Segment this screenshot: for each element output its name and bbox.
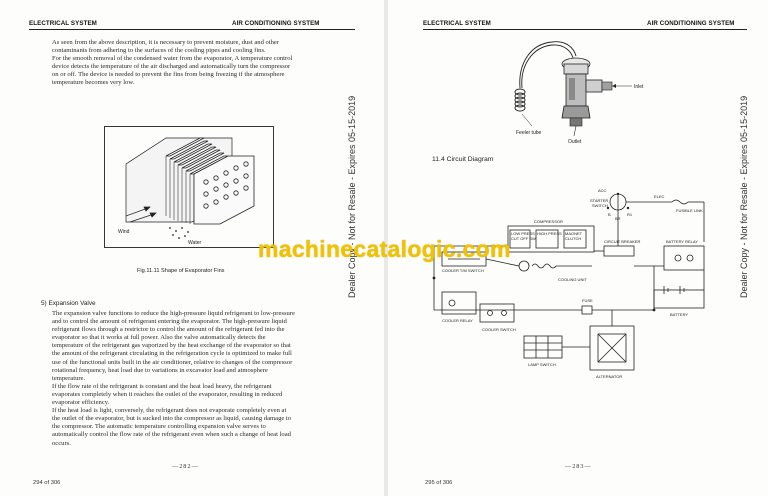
header-rule [29, 29, 355, 30]
battery-label: BATTERY [670, 312, 689, 317]
page-number: —282— [172, 463, 199, 470]
cooler-switch-label: COOLER SWITCH [482, 327, 516, 332]
header-section: ELECTRICAL SYSTEM [423, 20, 491, 27]
lamp-switch-label: LAMP SWITCH [528, 362, 556, 367]
text-line: on or off. The device is needed to prevent the fins from being freezing if the atmosphere [52, 71, 285, 79]
intro-paragraph [52, 39, 344, 88]
outlet-label: Outlet [568, 139, 582, 144]
clutch-label: CLUTCH [565, 236, 582, 241]
text-line: the outlet of the evaporator, but is sucked into the compressor as liquid, causing damage to [52, 415, 292, 423]
text-line: the amount of the refrigerant circulating in the refrigeration cycle is optimized to make full [52, 350, 292, 358]
header-topic: AIR CONDITIONING SYSTEM [232, 20, 320, 27]
text-line: evaporator so that it works at full power. Also the valve automatically detects the [52, 334, 266, 342]
text-line: rotational frequency, heat load due to variations in excavator load and atmosphere [52, 366, 268, 374]
cooler-relay-label: COOLER RELAY [442, 318, 473, 323]
circuit-breaker-label: CIRCUIT BREAKER [604, 239, 641, 244]
circuit-title: 11.4 Circuit Diagram [432, 156, 494, 163]
b-terminal-label: B [608, 212, 611, 217]
feeler-tube-label: Feeler tube [516, 130, 542, 136]
text-line: The expansion valve functions to reduce the high-pressure liquid refrigerant to low-pressure [52, 310, 295, 317]
compressor-label: COMPRESSOR [534, 219, 563, 224]
text-line: temperature. [52, 374, 86, 382]
fuse-label: FUSE [582, 298, 593, 303]
magnet-label: MAGNET [565, 231, 583, 236]
text-line: and to control the amount of refrigerant entering the evaporator. The high-pressure liquid [52, 318, 287, 326]
header-rule [423, 29, 747, 30]
text-line: If the flow rate of the refrigerant is constant and the heat load heavy, the refrigerant [52, 382, 272, 390]
starter-label: STARTER [590, 198, 609, 203]
text-line: occurs. [52, 439, 71, 447]
text-line: evaporator efficiency. [52, 399, 110, 407]
high-press-label: HIGH PRESS [537, 231, 562, 236]
evaporator-fins-figure [104, 126, 274, 248]
cut-off-sw-label: CUT OFF SW [511, 236, 536, 241]
text-line: evaporates completely when it reaches the outlet of the evaporator, resulting in reduced [52, 390, 283, 398]
page-counter: 294 of 306 [33, 480, 61, 486]
dealer-stamp: Dealer Copy - Not for Resale - Expires 05-15-2019 [347, 95, 357, 298]
header-section: ELECTRICAL SYSTEM [29, 20, 97, 27]
cooling-unit-label: COOLING UNIT [558, 277, 587, 282]
header-topic: AIR CONDITIONING SYSTEM [647, 20, 735, 27]
fusible-link-label: FUSIBLE LINK [676, 208, 703, 213]
text-line: automatically control the flow rate of the refrigerant even when such a change of heat load [52, 431, 291, 439]
text-line: For the smooth removal of the condensed water from the evaporator, A temperature control [52, 55, 293, 63]
dealer-stamp: Dealer Copy - Not for Resale - Expires 05-15-2019 [739, 95, 749, 298]
r1-terminal-label: R1 [627, 212, 633, 217]
expansion-valve-figure [500, 34, 660, 144]
text-line: temperature of the refrigerant gas vaporized by the heat exchange of the evaporator so that [52, 342, 291, 350]
watermark-text: machinecatalogic.com [258, 236, 511, 262]
expansion-valve-text [52, 310, 344, 448]
battery-relay-label: BATTERY RELAY [666, 239, 698, 244]
circuit-diagram [432, 186, 718, 386]
text-line: If the heat load is light, conversely, the refrigerant does not evaporate completely even at [52, 407, 287, 415]
wind-label: Wind [118, 229, 130, 235]
low-press-label: LOW PRESS [511, 231, 535, 236]
text-line: use of the functional units built in the air conditioner, relative to changes of the compressor [52, 358, 293, 366]
text-line: the compressor. The automatic temperature controlling expansion valve serves to [52, 423, 266, 431]
figure-caption: Fig.11.11 Shape of Evaporator Fins [137, 268, 225, 274]
inlet-label: Inlet [634, 84, 644, 90]
switch-label: SWITCH [592, 203, 608, 208]
text-line: refrigerant flows through a restrictor to control the amount of the refrigerant fed into the [52, 326, 285, 334]
text-line: temperature becomes very low. [52, 79, 135, 87]
text-line: device detects the temperature of the air discharged and automatically turn the compressor [52, 63, 291, 71]
cooler-tm-switch-label: COOLER T/M SWITCH [442, 268, 484, 273]
br-terminal-label: BR [615, 216, 621, 221]
page-number: —283— [565, 463, 592, 470]
section-title: 5) Expansion Valve [41, 300, 96, 307]
water-label: Water [188, 240, 202, 246]
acc-label: ACC [598, 188, 607, 193]
alternator-label: ALTERNATOR [596, 374, 623, 379]
elec-label: ELEC [654, 194, 665, 199]
text-line: contaminants from adhering to the surfaces of the cooling pipes and cooling fins. [52, 47, 266, 55]
page-counter: 295 of 306 [425, 480, 453, 486]
text-line: As seen from the above description, it is necessary to prevent moisture, dust and other [52, 39, 280, 46]
